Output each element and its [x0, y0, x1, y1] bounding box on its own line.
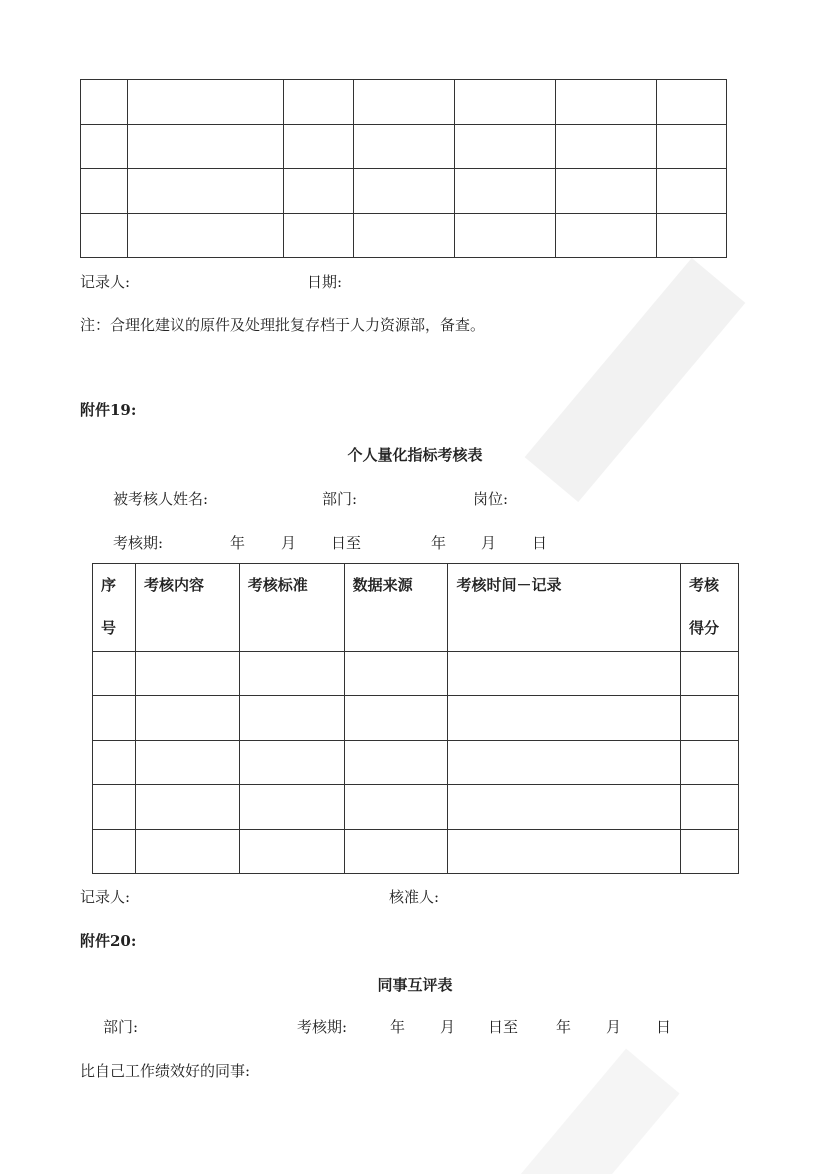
watermark — [525, 258, 746, 502]
header-standard: 考核标准 — [239, 564, 344, 652]
name-label: 被考核人姓名: — [113, 490, 209, 508]
table-row — [93, 785, 739, 829]
dept-label: 部门: — [103, 1018, 139, 1036]
assessment-table — [92, 563, 739, 874]
recorder-label: 记录人: — [80, 888, 131, 906]
table-row — [81, 80, 727, 125]
header-seq: 序 号 — [93, 564, 136, 652]
period-month-start: 月 — [440, 1018, 456, 1036]
table-row — [81, 213, 727, 258]
date-label: 日期: — [307, 273, 343, 291]
appendix20-label: 附件20: — [80, 932, 137, 950]
period-year-start: 年 — [390, 1018, 406, 1036]
watermark — [510, 1049, 679, 1174]
period-year-end: 年 — [431, 534, 447, 552]
period-year-start: 年 — [230, 534, 246, 552]
period-label: 考核期: — [297, 1018, 348, 1036]
table-row — [81, 124, 727, 169]
appendix19-title: 个人量化指标考核表 — [347, 446, 483, 464]
period-year-end: 年 — [556, 1018, 572, 1036]
post-label: 岗位: — [473, 490, 509, 508]
period-month-end: 月 — [481, 534, 497, 552]
header-score: 考核 得分 — [681, 564, 739, 652]
approver-label: 核准人: — [389, 888, 440, 906]
table-row — [93, 696, 739, 740]
header-time-record: 考核时间－记录 — [448, 564, 681, 652]
table-header-row — [93, 564, 739, 652]
header-source: 数据来源 — [344, 564, 448, 652]
table-row — [93, 740, 739, 784]
period-day-to: 日至 — [488, 1018, 519, 1036]
recorder-label: 记录人: — [80, 273, 131, 291]
previous-table — [80, 79, 727, 258]
table-row — [93, 652, 739, 696]
period-day-to: 日至 — [331, 534, 362, 552]
appendix20-title: 同事互评表 — [377, 976, 453, 994]
period-day-end: 日 — [656, 1018, 672, 1036]
note-text: 注：合理化建议的原件及处理批复存档于人力资源部，备查。 — [80, 316, 486, 334]
table-row — [81, 169, 727, 214]
appendix19-label: 附件19: — [80, 401, 137, 419]
period-day-end: 日 — [532, 534, 548, 552]
better-colleague-question: 比自己工作绩效好的同事: — [80, 1062, 251, 1080]
period-month-end: 月 — [606, 1018, 622, 1036]
dept-label: 部门: — [322, 490, 358, 508]
header-content: 考核内容 — [135, 564, 239, 652]
table-row — [93, 829, 739, 873]
period-month-start: 月 — [281, 534, 297, 552]
period-label: 考核期: — [113, 534, 164, 552]
